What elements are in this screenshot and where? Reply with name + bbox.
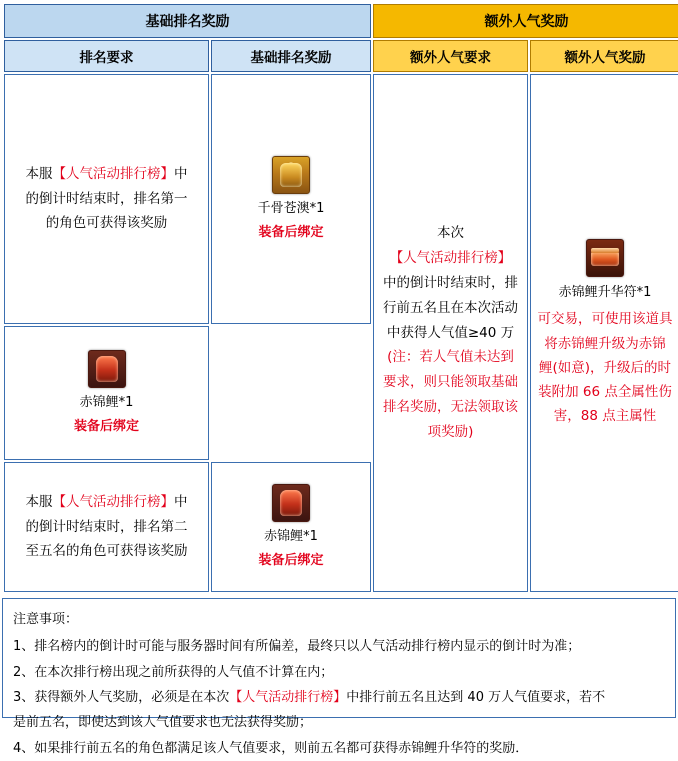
reward-table: [2, 2, 678, 594]
reward1-cell: [211, 74, 371, 324]
armor-red-icon: [88, 350, 126, 388]
scroll-icon: [586, 239, 624, 277]
extra-req-line4: 中获得人气值≥40 万: [386, 324, 515, 341]
table-row: [4, 74, 678, 324]
group-header-extra: 额外人气奖励: [373, 4, 678, 38]
table-column-header-row: [4, 40, 678, 72]
notes-title: 注意事项：: [13, 612, 79, 627]
extra-reward-name: 赤锦鲤升华符*1: [558, 285, 652, 301]
extra-req-note3: 排名奖励，无法领取该: [383, 399, 518, 416]
notes-panel: [2, 598, 676, 756]
extra-reward-desc1: 可交易，可使用该道具: [537, 311, 673, 328]
note-item-3-highlight: 【人气活动排行榜】: [229, 690, 347, 706]
armor-gold-icon: [272, 156, 310, 194]
extra-reward-cell: [530, 74, 678, 592]
reward3-cell: [211, 462, 371, 592]
extra-req-note4: 项奖励): [427, 424, 474, 441]
reward1-bind-note: 装备后绑定: [258, 225, 324, 240]
extra-reward-desc4: 装附加 66 点全属性伤: [538, 384, 672, 401]
rank1-requirement-cell: [4, 74, 209, 324]
note-item-3-part-b: 中排行前五名且达到 40 万人气值要求，若不: [346, 690, 606, 706]
rank2-requirement-cell: [4, 462, 209, 592]
rank2-req-highlight: 【人气活动排行榜】: [52, 493, 174, 510]
note-item-3-part-a: 3、获得额外人气奖励，必须是在本次: [13, 690, 230, 706]
extra-req-line2: 中的倒计时结束时，排: [383, 274, 518, 291]
extra-req-line1-pre: 本次: [437, 224, 464, 241]
extra-reward-desc5: 害，88 点主属性: [553, 408, 657, 425]
extra-req-line3: 行前五名且在本次活动: [383, 299, 518, 316]
reward3-name: 赤锦鲤*1: [264, 528, 318, 544]
extra-req-note2: 要求，则只能领取基础: [383, 374, 518, 391]
extra-req-highlight: 【人气活动排行榜】: [389, 249, 512, 266]
table-group-header-row: [4, 4, 678, 38]
reward2-name: 赤锦鲤*1: [79, 394, 134, 410]
col-header-extra-reward: 额外人气奖励: [530, 40, 678, 72]
note-item-4: 4、如果排行前五名的角色都满足该人气值要求，则前五名都可获得赤锦鲤升华符的奖励．: [13, 740, 529, 756]
extra-reward-desc2: 将赤锦鲤升级为赤锦: [544, 335, 666, 352]
rank2-req-line1-post: 中: [174, 493, 188, 510]
rank1-req-line1-pre: 本服: [25, 165, 53, 182]
extra-req-note1: (注：若人气值未达到: [387, 349, 514, 366]
extra-requirement-cell: [373, 74, 528, 592]
page-root: [0, 2, 678, 756]
rank1-req-line2: 的倒计时结束时，排名第一: [25, 190, 188, 207]
reward2-bind-note: 装备后绑定: [73, 419, 139, 434]
armor-red-icon: [272, 484, 310, 522]
rank2-req-line1-pre: 本服: [25, 493, 53, 510]
note-item-2: 2、在本次排行榜出现之前所获得的人气值不计算在内；: [13, 664, 334, 680]
note-item-3: [13, 685, 665, 710]
note-item-1: 1、排名榜内的倒计时可能与服务器时间有所偏差，最终只以人气活动排行榜内显示的倒计时为准；: [13, 639, 581, 655]
rank2-req-line2: 的倒计时结束时，排名第二: [25, 518, 188, 535]
reward1-name: 千骨苍澳*1: [257, 200, 325, 216]
note-item-3-cont: 是前五名，即使达到该人气值要求也无法获得奖励；: [13, 715, 313, 731]
col-header-rank-requirement: 排名要求: [4, 40, 209, 72]
col-header-extra-requirement: 额外人气要求: [373, 40, 528, 72]
extra-reward-desc3: 鲤(如意)，升级后的时: [538, 359, 672, 376]
group-header-basic: 基础排名奖励: [4, 4, 371, 38]
rank1-req-highlight: 【人气活动排行榜】: [52, 165, 174, 182]
rank2-req-line3: 至五名的角色可获得该奖励: [25, 543, 188, 560]
reward3-bind-note: 装备后绑定: [258, 553, 324, 568]
reward2-cell: [4, 326, 209, 460]
rank1-req-line1-post: 中: [174, 165, 188, 182]
rank1-req-line3: 的角色可获得该奖励: [45, 215, 168, 232]
col-header-rank-reward: 基础排名奖励: [211, 40, 371, 72]
